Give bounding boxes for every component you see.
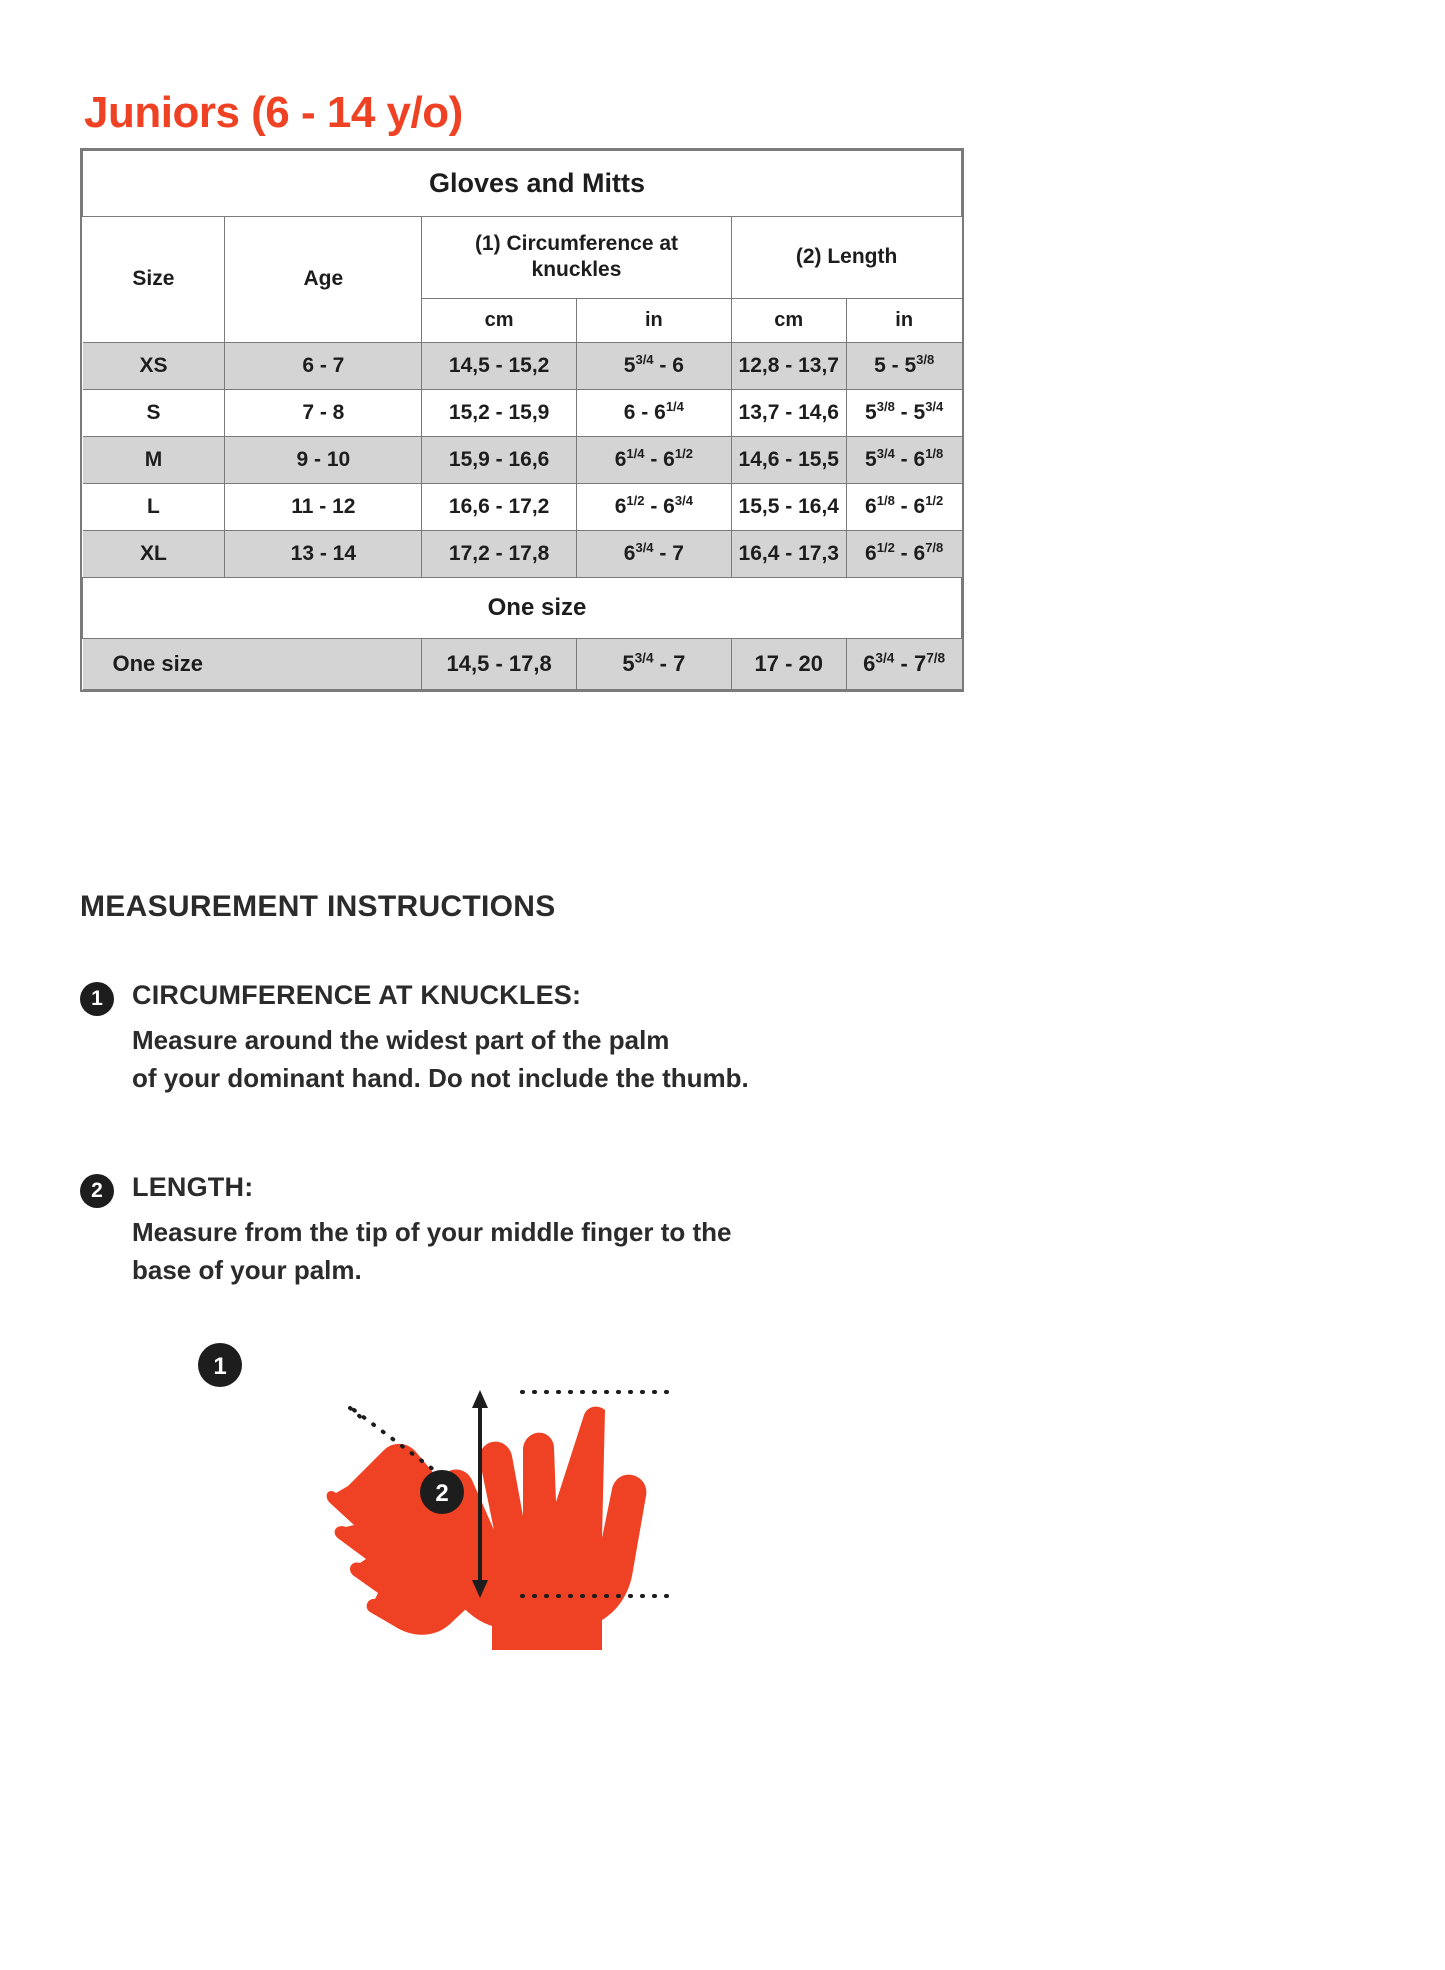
cell-len-in: $6^{1/2} - 6^{7/8}$ bbox=[846, 530, 961, 577]
header-len-cm: cm bbox=[731, 298, 846, 342]
cell-len-cm: 16,4 - 17,3 bbox=[731, 530, 846, 577]
table-row bbox=[83, 483, 962, 530]
cell-circ-cm: 15,9 - 16,6 bbox=[422, 436, 577, 483]
hands-diagram-svg bbox=[150, 1320, 1050, 1650]
cell-len-cm: 12,8 - 13,7 bbox=[731, 342, 846, 389]
marker-1-group bbox=[198, 1343, 242, 1387]
page-title: Juniors (6 - 14 y/o) bbox=[84, 88, 463, 137]
table-row bbox=[83, 389, 962, 436]
cell-circ-cm: 14,5 - 17,8 bbox=[422, 638, 577, 689]
table-row bbox=[83, 638, 962, 689]
cell-len-cm: 14,6 - 15,5 bbox=[731, 436, 846, 483]
cell-circ-cm: 14,5 - 15,2 bbox=[422, 342, 577, 389]
marker-1-label: 1 bbox=[213, 1353, 227, 1380]
cell-age: 13 - 14 bbox=[225, 530, 422, 577]
cell-circ-in: $6 - 6^{1/4}$ bbox=[576, 389, 731, 436]
cell-age: 7 - 8 bbox=[225, 389, 422, 436]
header-len-in: in bbox=[846, 298, 961, 342]
step-body-line: Measure around the widest part of the palm bbox=[132, 1025, 670, 1055]
table-category-row bbox=[83, 151, 962, 217]
marker-2-group bbox=[420, 1470, 464, 1514]
cell-size: M bbox=[83, 436, 225, 483]
cell-circ-cm: 17,2 - 17,8 bbox=[422, 530, 577, 577]
step-number-badge-1: 1 bbox=[80, 982, 114, 1016]
step-body-2 bbox=[132, 1213, 732, 1290]
cell-len-in: $6^{1/8} - 6^{1/2}$ bbox=[846, 483, 961, 530]
cell-len-cm: 17 - 20 bbox=[731, 638, 846, 689]
category-label: Gloves and Mitts bbox=[83, 151, 962, 217]
cell-age: 9 - 10 bbox=[225, 436, 422, 483]
instruction-step-1 bbox=[80, 980, 749, 1098]
cell-age: 6 - 7 bbox=[225, 342, 422, 389]
table-row bbox=[83, 436, 962, 483]
table-group-header-row bbox=[83, 217, 962, 299]
header-size: Size bbox=[83, 217, 225, 343]
cell-circ-in: $6^{1/4} - 6^{1/2}$ bbox=[576, 436, 731, 483]
marker-2-label: 2 bbox=[435, 1480, 449, 1507]
step-body-line: base of your palm. bbox=[132, 1255, 362, 1286]
size-table bbox=[82, 150, 962, 690]
cell-len-in: $5^{3/8} - 5^{3/4}$ bbox=[846, 389, 961, 436]
step-heading-2: LENGTH: bbox=[132, 1172, 254, 1202]
step-body-1 bbox=[132, 1021, 749, 1098]
onesize-label: One size bbox=[83, 577, 962, 638]
cell-len-in: $5 - 5^{3/8}$ bbox=[846, 342, 961, 389]
step-body-line: of your dominant hand. Do not include the thumb. bbox=[132, 1063, 749, 1094]
cell-size: One size bbox=[83, 638, 422, 689]
cell-circ-cm: 16,6 - 17,2 bbox=[422, 483, 577, 530]
cell-size: XL bbox=[83, 530, 225, 577]
length-arrow-head-top bbox=[472, 1390, 488, 1408]
cell-size: XS bbox=[83, 342, 225, 389]
size-table-container bbox=[80, 148, 964, 692]
cell-circ-cm: 15,2 - 15,9 bbox=[422, 389, 577, 436]
cell-circ-in: $5^{3/4} - 6$ bbox=[576, 342, 731, 389]
step-number-badge-2: 2 bbox=[80, 1174, 114, 1208]
instructions-heading: MEASUREMENT INSTRUCTIONS bbox=[80, 890, 556, 923]
cell-len-cm: 13,7 - 14,6 bbox=[731, 389, 846, 436]
cell-age: 11 - 12 bbox=[225, 483, 422, 530]
instruction-step-2 bbox=[80, 1172, 732, 1290]
measurement-illustrations bbox=[150, 1320, 1050, 1650]
cell-circ-in: $6^{3/4} - 7$ bbox=[576, 530, 731, 577]
cell-size: S bbox=[83, 389, 225, 436]
cell-len-cm: 15,5 - 16,4 bbox=[731, 483, 846, 530]
step-heading-1: CIRCUMFERENCE AT KNUCKLES: bbox=[132, 980, 582, 1010]
step-body-line: Measure from the tip of your middle finger to the bbox=[132, 1217, 732, 1247]
header-group-length: (2) Length bbox=[731, 217, 961, 299]
table-row bbox=[83, 342, 962, 389]
cell-circ-in: $5^{3/4} - 7$ bbox=[576, 638, 731, 689]
cell-len-in: $6^{3/4} - 7^{7/8}$ bbox=[846, 638, 961, 689]
table-onesize-header-row bbox=[83, 577, 962, 638]
cell-circ-in: $6^{1/2} - 6^{3/4}$ bbox=[576, 483, 731, 530]
header-circ-in: in bbox=[576, 298, 731, 342]
cell-size: L bbox=[83, 483, 225, 530]
table-row bbox=[83, 530, 962, 577]
header-circ-cm: cm bbox=[422, 298, 577, 342]
header-group-circumference: (1) Circumference at knuckles bbox=[422, 217, 731, 299]
header-age: Age bbox=[225, 217, 422, 343]
cell-len-in: $5^{3/4} - 6^{1/8}$ bbox=[846, 436, 961, 483]
